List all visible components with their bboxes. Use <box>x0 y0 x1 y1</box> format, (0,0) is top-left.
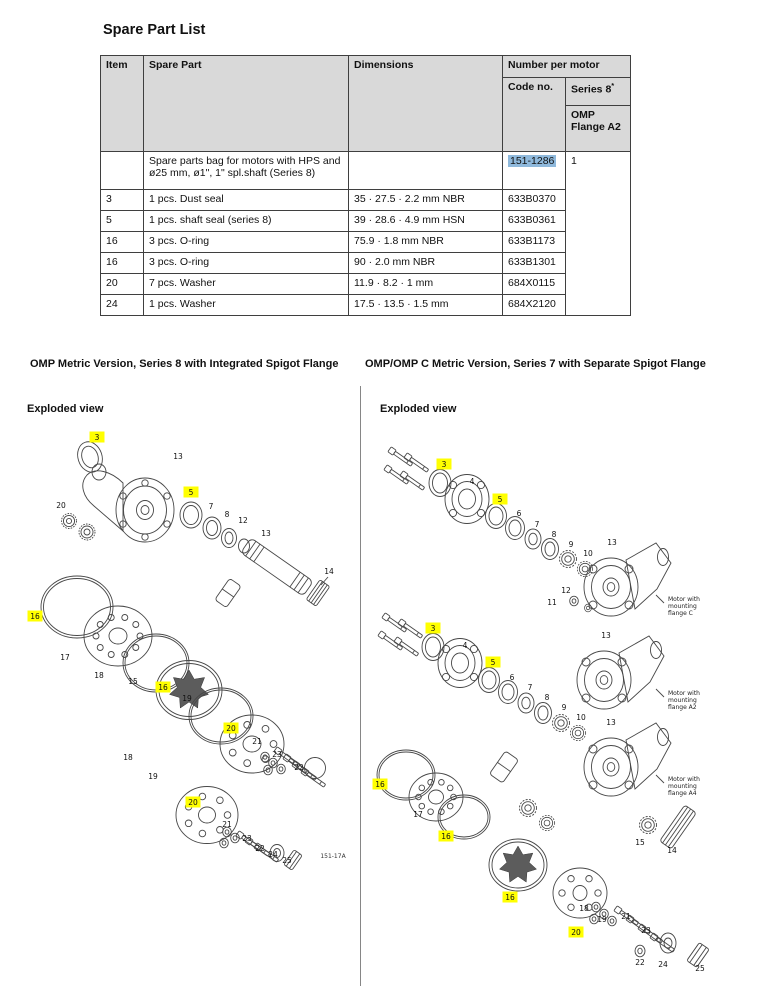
col-header-code-no: Code no. <box>503 78 566 152</box>
motor-annotation: Motor with mounting flange A2 <box>668 690 700 711</box>
part-callout-highlighted: 20 <box>571 928 581 937</box>
part-callout: 21 <box>222 820 232 829</box>
part-callout-highlighted: 20 <box>226 724 236 733</box>
part-callout-highlighted: 20 <box>188 798 198 807</box>
section-title-right: OMP/OMP C Metric Version, Series 7 with Separate Spigot Flange <box>365 358 706 370</box>
right-exploded-drawing <box>368 395 758 990</box>
cell-item: 3 <box>101 190 144 211</box>
cell-item: 20 <box>101 274 144 295</box>
part-callout: 13 <box>606 718 616 727</box>
cell-code-no <box>503 152 566 190</box>
valve-pin-drawing <box>215 578 241 607</box>
dust-seal-ring-drawing <box>74 439 106 476</box>
cell-spare-part: 1 pcs. Dust seal <box>144 190 349 211</box>
end-cover-drawing <box>176 787 238 844</box>
part-callout-highlighted: 16 <box>158 683 168 692</box>
drive-gear-drawing <box>640 817 657 834</box>
part-callout: 6 <box>516 509 522 518</box>
part-callout: 23 <box>641 926 651 935</box>
series-8-label: Series 8 <box>571 83 612 96</box>
part-callout: 7 <box>534 520 540 529</box>
part-callout: 7 <box>527 683 533 692</box>
part-callout: 18 <box>94 671 104 680</box>
col-header-spare-part: Spare Part <box>144 56 349 152</box>
table-row <box>101 295 631 316</box>
part-callout: 19 <box>182 694 192 703</box>
part-callout-highlighted: 16 <box>30 612 40 621</box>
table-row <box>101 211 631 232</box>
cell-dimensions: 90 · 2.0 mm NBR <box>349 253 503 274</box>
part-callout-highlighted: 3 <box>430 624 436 633</box>
cell-spare-part: Spare parts bag for motors with HPS and ø25 mm, ø1", 1" spl.shaft (Series 8) <box>144 152 349 190</box>
motor-flange-c-drawing <box>584 543 671 616</box>
part-callout: 23 <box>242 834 252 843</box>
part-callout: 18 <box>123 753 133 762</box>
part-callout: 10 <box>576 713 586 722</box>
motor-annotation: Motor with mounting flange C <box>668 596 700 617</box>
gerotor-kit-drawing <box>377 750 607 918</box>
part-callout: 14 <box>667 846 677 855</box>
cell-spare-part: 3 pcs. O-ring <box>144 232 349 253</box>
part-callout: 4 <box>462 641 468 650</box>
table-row <box>101 152 631 190</box>
table-row <box>101 274 631 295</box>
part-callout: 25 <box>695 964 705 973</box>
cell-dimensions <box>349 152 503 190</box>
cell-dimensions: 17.5 · 13.5 · 1.5 mm <box>349 295 503 316</box>
cell-code-no: 633B0370 <box>503 190 566 211</box>
cell-spare-part: 7 pcs. Washer <box>144 274 349 295</box>
cell-code-no: 684X0115 <box>503 274 566 295</box>
part-callout: 13 <box>601 631 611 640</box>
part-callout: 13 <box>173 452 183 461</box>
cell-dimensions: 35 · 27.5 · 2.2 mm NBR <box>349 190 503 211</box>
col-header-number-per-motor: Number per motor <box>503 56 631 78</box>
right-annotations <box>668 596 700 797</box>
left-exploded-drawing <box>15 395 355 990</box>
motor-annotation: Motor with mounting flange A4 <box>668 776 700 797</box>
col-header-dimensions: Dimensions <box>349 56 503 152</box>
col-header-omp-flange-a2: OMP Flange A2 <box>566 106 631 152</box>
cell-spare-part: 3 pcs. O-ring <box>144 253 349 274</box>
part-callout: 19 <box>148 772 158 781</box>
cell-item <box>101 152 144 190</box>
cell-code-no: 633B1301 <box>503 253 566 274</box>
part-callout: 8 <box>544 693 550 702</box>
part-callout: 21 <box>252 737 262 746</box>
part-callout-highlighted: 16 <box>505 893 515 902</box>
table-header-row <box>101 56 631 78</box>
panel-divider <box>360 386 361 986</box>
cell-dimensions: 75.9 · 1.8 mm NBR <box>349 232 503 253</box>
col-header-item: Item <box>101 56 144 152</box>
cell-dimensions: 11.9 · 8.2 · 1 mm <box>349 274 503 295</box>
part-callout-highlighted: 5 <box>497 495 503 504</box>
output-shaft-drawing <box>241 538 314 596</box>
exploded-view-label: Exploded view <box>380 403 457 415</box>
part-callout: 8 <box>224 510 230 519</box>
part-callout: 15 <box>128 677 138 686</box>
cell-spare-part: 1 pcs. Washer <box>144 295 349 316</box>
cell-code-no: 633B0361 <box>503 211 566 232</box>
bolts-drawing <box>378 613 424 657</box>
cell-dimensions: 39 · 28.6 · 4.9 mm HSN <box>349 211 503 232</box>
cell-code-no: 633B1173 <box>503 232 566 253</box>
motor-flange-a2-drawing <box>577 636 664 709</box>
shaft-seal-rings-drawing <box>180 502 250 553</box>
cell-item: 16 <box>101 232 144 253</box>
part-callout: 20 <box>56 501 66 510</box>
part-callout-highlighted: 16 <box>441 832 451 841</box>
part-callout: 24 <box>658 960 668 969</box>
spare-parts-table <box>100 55 631 316</box>
part-callout: 18 <box>579 904 589 913</box>
table-row <box>101 253 631 274</box>
col-header-series-8 <box>566 78 631 106</box>
cell-item: 5 <box>101 211 144 232</box>
part-callout: 13 <box>607 538 617 547</box>
part-callout: 9 <box>561 703 567 712</box>
part-callout: 23 <box>272 750 282 759</box>
part-callout: 19 <box>597 915 607 924</box>
part-callout: 12 <box>561 586 571 595</box>
exploded-view-panel-right <box>368 395 758 990</box>
cell-code-no: 684X2120 <box>503 295 566 316</box>
seal-and-flange-chain-drawing <box>422 634 586 741</box>
part-callout-highlighted: 3 <box>94 433 100 442</box>
part-callout: 13 <box>261 529 271 538</box>
cell-series-8-qty: 1 <box>566 152 631 316</box>
cell-item: 16 <box>101 253 144 274</box>
part-callout: 7 <box>208 502 214 511</box>
part-callout: 25 <box>282 856 292 865</box>
series-8-footnote-mark: * <box>611 81 615 90</box>
part-callout: 22 <box>635 958 645 967</box>
part-callout: 17 <box>60 653 70 662</box>
section-title-left: OMP Metric Version, Series 8 with Integrated Spigot Flange <box>30 358 339 370</box>
motor-flange-a4-drawing <box>584 723 671 796</box>
splined-stub-drawing <box>306 580 330 607</box>
part-callout-highlighted: 3 <box>441 460 447 469</box>
part-callout: 6 <box>509 673 515 682</box>
part-callout-highlighted: 16 <box>375 780 385 789</box>
distributor-plate-drawing <box>84 606 152 666</box>
bolts-drawing <box>384 447 430 491</box>
exploded-view-label: Exploded view <box>27 403 104 415</box>
part-callout: 17 <box>413 810 423 819</box>
splined-shaft-drawing <box>660 805 697 849</box>
part-callout: 15 <box>635 838 645 847</box>
part-callout: 11 <box>547 598 557 607</box>
page-title: Spare Part List <box>103 22 206 38</box>
part-callout: 21 <box>621 912 631 921</box>
part-callout: 8 <box>551 530 557 539</box>
part-callout: 12 <box>238 516 248 525</box>
knurled-nut-drawing <box>62 514 96 541</box>
part-callout: 4 <box>469 477 475 486</box>
o-ring-drawing <box>41 576 113 638</box>
exploded-view-panel-left <box>15 395 355 990</box>
part-callout: 22 <box>294 763 304 772</box>
part-callout: 14 <box>324 567 334 576</box>
motor-housing-drawing <box>83 464 174 542</box>
part-callout: 10 <box>583 549 593 558</box>
part-callout: 9 <box>568 540 574 549</box>
table-row <box>101 232 631 253</box>
part-callout-highlighted: 5 <box>490 658 496 667</box>
part-callout: 24 <box>268 850 278 859</box>
part-callout: 22 <box>255 844 265 853</box>
highlighted-code: 151-1286 <box>510 155 555 167</box>
figure-ref: 151-17A <box>320 853 346 860</box>
cell-item: 24 <box>101 295 144 316</box>
table-row <box>101 190 631 211</box>
part-callout-highlighted: 5 <box>188 488 194 497</box>
cell-spare-part: 1 pcs. shaft seal (series 8) <box>144 211 349 232</box>
